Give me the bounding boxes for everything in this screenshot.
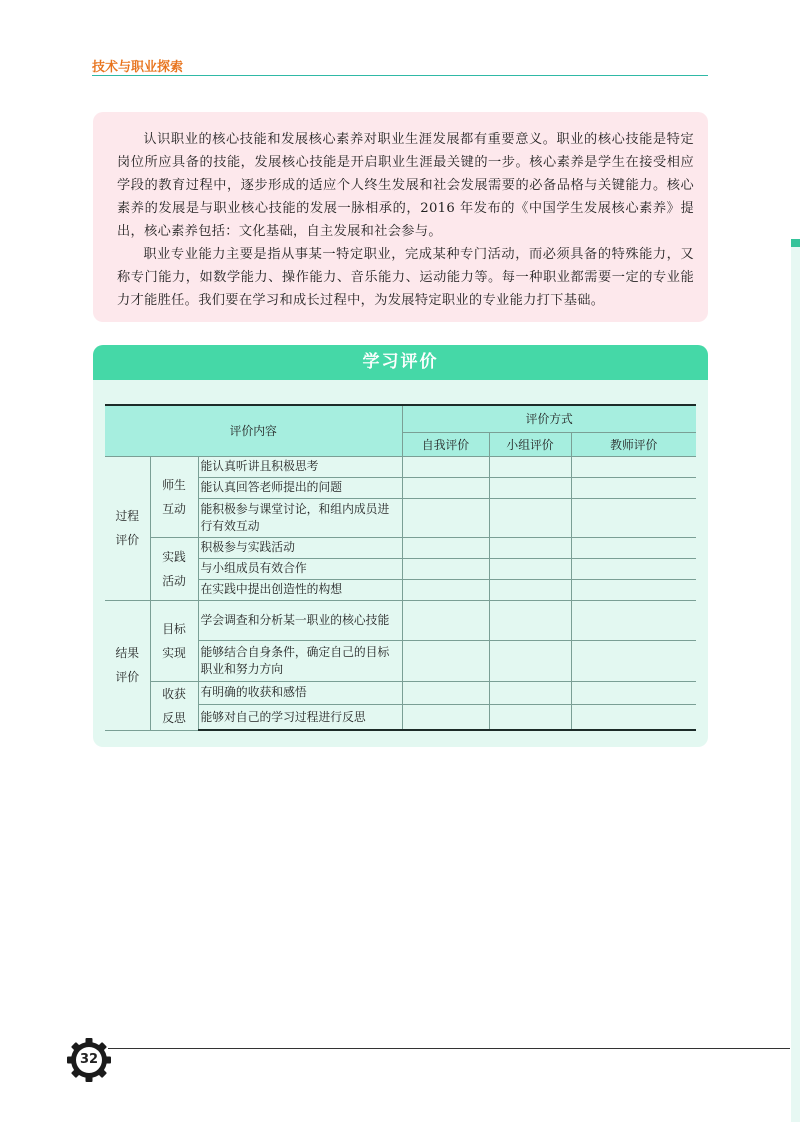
header-divider [92, 75, 708, 76]
self-score-cell[interactable] [402, 600, 489, 640]
teacher-score-cell[interactable] [571, 537, 696, 558]
teacher-score-cell[interactable] [571, 600, 696, 640]
teacher-score-cell[interactable] [571, 640, 696, 681]
criterion-row-3: 能积极参与课堂讨论，和组内成员进行有效互动 [198, 498, 402, 537]
group-score-cell[interactable] [489, 600, 571, 640]
teacher-score-cell[interactable] [571, 579, 696, 600]
subcategory-goal [150, 600, 198, 681]
header-teacher-evaluation: 教师评价 [571, 432, 696, 456]
self-score-cell[interactable] [402, 537, 489, 558]
category-result-label: 结果评价 [115, 646, 140, 684]
self-score-cell[interactable] [402, 705, 489, 730]
self-score-cell[interactable] [402, 498, 489, 537]
self-score-cell[interactable] [402, 456, 489, 477]
group-score-cell[interactable] [489, 640, 571, 681]
evaluation-title: 学习评价 [93, 345, 708, 380]
evaluation-table [105, 404, 696, 731]
footer-divider [108, 1048, 790, 1049]
header-group-evaluation: 小组评价 [489, 432, 571, 456]
criterion-row-2: 能认真回答老师提出的问题 [198, 477, 402, 498]
subcategory-harvest [150, 681, 198, 730]
group-score-cell[interactable] [489, 558, 571, 579]
self-score-cell[interactable] [402, 558, 489, 579]
header-evaluation-method: 评价方式 [402, 405, 696, 432]
criterion-row-5: 与小组成员有效合作 [198, 558, 402, 579]
criterion-row-7: 学会调查和分析某一职业的核心技能 [198, 600, 402, 640]
criterion-row-8: 能够结合自身条件，确定自己的目标职业和努力方向 [198, 640, 402, 681]
self-score-cell[interactable] [402, 477, 489, 498]
subcategory-practice-label: 实践活动 [162, 549, 186, 588]
subcategory-goal-label: 目标实现 [162, 621, 186, 660]
intro-paragraph-2: 职业专业能力主要是指从事某一特定职业，完成某种专门活动，而必须具备的特殊能力，又称专门能力，如数学能力、操作能力、音乐能力、运动能力等。每一种职业都需要一定的专业能力才能胜任。我们要在学习和成长过程中，为发展特定职业的专业能力打下基础。 [117, 247, 694, 308]
page-number-badge [66, 1037, 112, 1083]
subcategory-interaction-label: 师生互动 [162, 477, 186, 516]
group-score-cell[interactable] [489, 681, 571, 705]
teacher-score-cell[interactable] [571, 681, 696, 705]
category-process-label: 过程评价 [115, 509, 140, 547]
teacher-score-cell[interactable] [571, 705, 696, 730]
criterion-row-9: 有明确的收获和感悟 [198, 681, 402, 705]
group-score-cell[interactable] [489, 456, 571, 477]
teacher-score-cell[interactable] [571, 477, 696, 498]
learning-evaluation-panel [93, 345, 708, 747]
group-score-cell[interactable] [489, 498, 571, 537]
intro-callout-box [93, 112, 708, 322]
category-result-evaluation [105, 600, 150, 730]
criterion-row-6: 在实践中提出创造性的构想 [198, 579, 402, 600]
group-score-cell[interactable] [489, 477, 571, 498]
criterion-row-1: 能认真听讲且积极思考 [198, 456, 402, 477]
subcategory-harvest-label: 收获反思 [162, 686, 186, 725]
self-score-cell[interactable] [402, 640, 489, 681]
subcategory-practice [150, 537, 198, 600]
header-self-evaluation: 自我评价 [402, 432, 489, 456]
self-score-cell[interactable] [402, 681, 489, 705]
intro-paragraph-1: 认识职业的核心技能和发展核心素养对职业生涯发展都有重要意义。职业的核心技能是特定岗位所应具备的技能，发展核心技能是开启职业生涯最关键的一步。核心素养是学生在接受相应学段的教育过程中，逐步形成的适应个人终生发展和社会发展需要的必备品格与关键能力。核心素养的发展是与职业核心技能的发展一脉相承的，2016 年发布的《中国学生发展核心素养》提出，核心素养包括：文化基础，自主发展和社会参与。 [117, 132, 694, 239]
group-score-cell[interactable] [489, 537, 571, 558]
self-score-cell[interactable] [402, 579, 489, 600]
page-number: 32 [79, 1052, 99, 1067]
category-process-evaluation [105, 456, 150, 600]
group-score-cell[interactable] [489, 579, 571, 600]
running-header-title: 技术与职业探索 [92, 60, 184, 75]
teacher-score-cell[interactable] [571, 456, 696, 477]
teacher-score-cell[interactable] [571, 558, 696, 579]
group-score-cell[interactable] [489, 705, 571, 730]
side-edge-strip [791, 239, 800, 1122]
header-evaluation-content: 评价内容 [105, 405, 402, 456]
teacher-score-cell[interactable] [571, 498, 696, 537]
side-edge-marker [791, 239, 800, 247]
subcategory-interaction [150, 456, 198, 537]
criterion-row-4: 积极参与实践活动 [198, 537, 402, 558]
criterion-row-10: 能够对自己的学习过程进行反思 [198, 705, 402, 730]
